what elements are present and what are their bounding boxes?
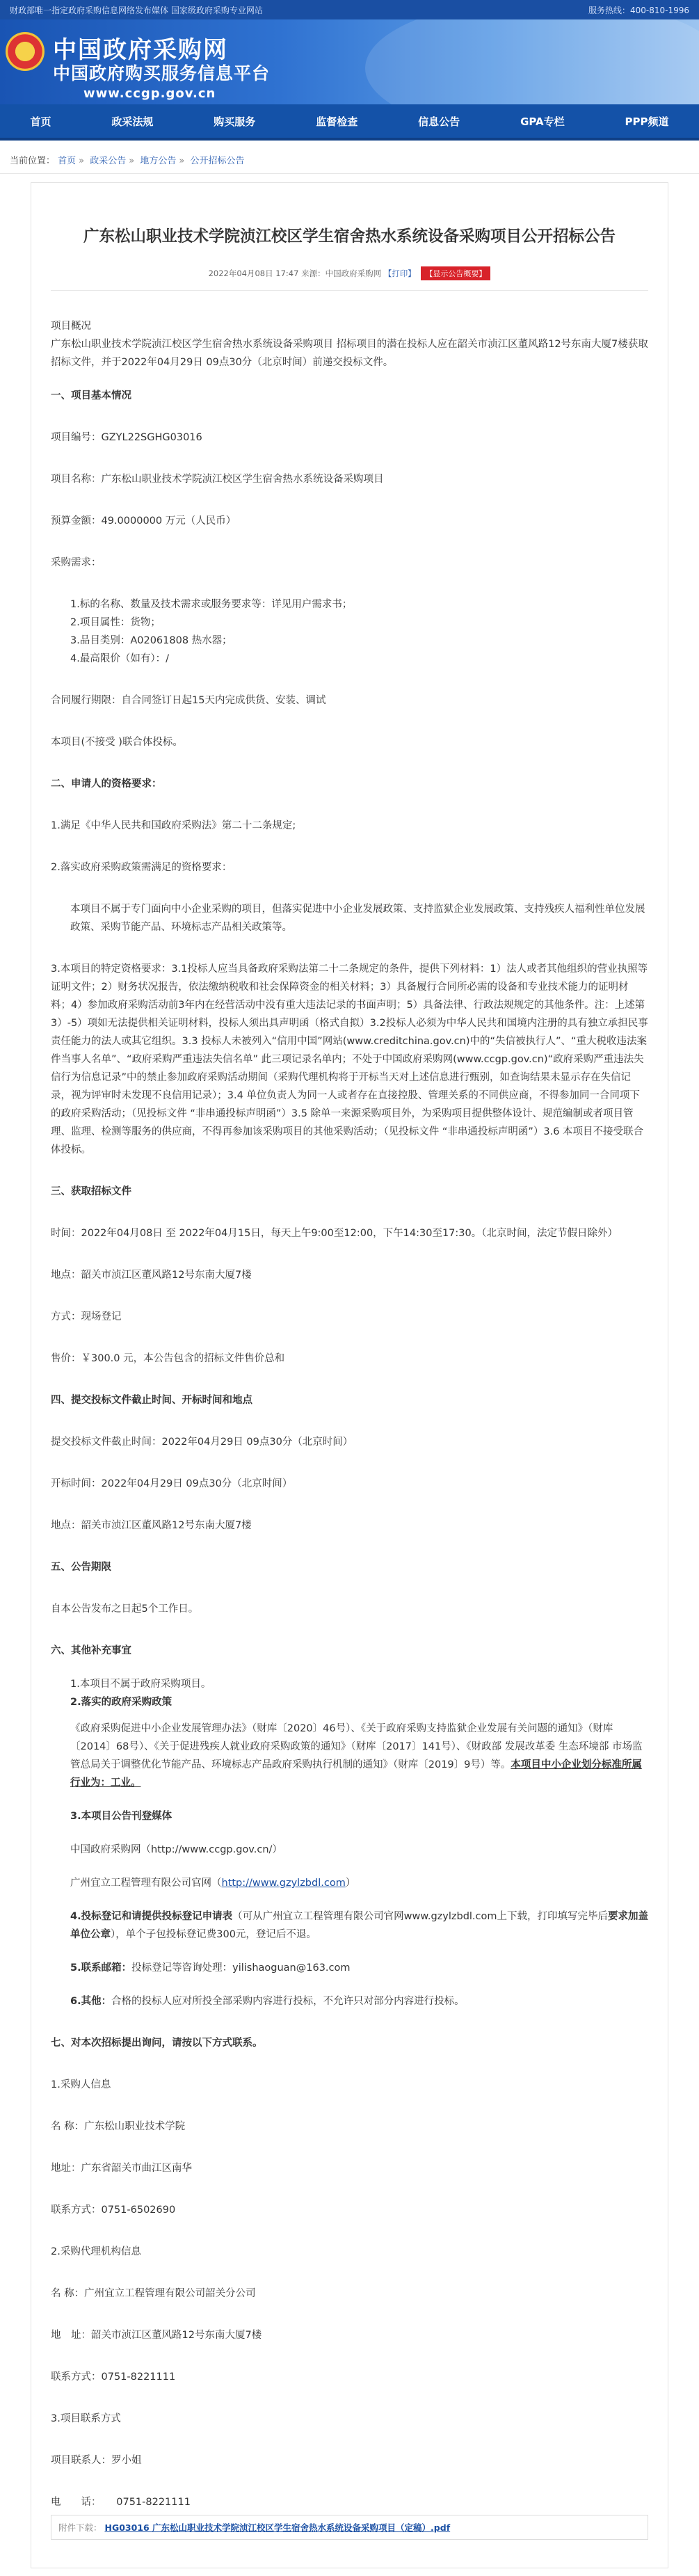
media-gzyl [51,1874,648,1892]
requirements-title: 采购需求： [51,557,102,568]
service-hotline: 服务热线：400-810-1996 [588,5,689,15]
requirement-3: 3.品目类别：A02061808 热水器； [70,635,232,646]
project-contact-phone: 电 话： 0751-8221111 [51,2497,191,2508]
document-price: 售价：￥300.0 元，本公告包含的招标文件售价总和 [51,1353,285,1364]
site-banner [0,19,699,104]
attachment-box [51,2515,648,2540]
registration-fee: ），单个子包投标登记费300元，登记后不退。 [111,1929,316,1940]
nav-announcements[interactable]: 信息公告 [418,115,460,128]
site-title[interactable]: 中国政府采购网 [53,36,228,64]
attachment-label: 附件下载： [58,2522,102,2533]
requirement-2: 2.项目属性：货物； [70,617,161,628]
nav-gpa[interactable]: GPA专栏 [520,115,565,128]
other-2-title: 2.落实的政府采购政策 [70,1697,172,1708]
consortium-note: 本项目(不接受 )联合体投标。 [51,737,183,748]
publish-date: 2022年04月08日 17:47 [208,269,299,278]
opening-place: 地点：韶关市浈江区董风路12号东南大厦7楼 [51,1520,252,1531]
purchaser-name: 名 称：广东松山职业技术学院 [51,2121,186,2132]
banner-decoration [365,19,699,104]
article-body [51,291,648,2511]
print-button[interactable]: 【打印】 [383,269,416,278]
other-6-label: 6.其他： [70,1996,112,2007]
media-gzyl-suffix: ） [345,1878,356,1889]
overview-title: 项目概况 [51,321,91,332]
opening-time: 开标时间：2022年04月29日 09点30分（北京时间） [51,1478,293,1489]
top-bar [0,0,699,19]
industry-classification: 本项目中小企业划分标准所属行业为：工业。 [70,1759,642,1789]
purchaser-address: 地址：广东省韶关市曲江区南华 [51,2163,192,2174]
national-emblem-icon [6,32,45,71]
gzyl-website-link[interactable]: http://www.gzylzbdl.com [221,1878,346,1889]
project-number: 项目编号：GZYL22SGHG03016 [51,432,202,443]
registration-seal-note: 要求加盖单位公章 [70,1911,649,1940]
agency-name: 名 称：广州宜立工程管理有限公司韶关分公司 [51,2288,256,2299]
email-label: 5.联系邮箱： [70,1962,132,1974]
registration-title: 4.投标登记和请提供投标登记申请表 [70,1911,233,1922]
requirement-1: 1.标的名称、数量及技术需求或服务要求等：详见用户需求书； [70,599,353,610]
policy-text: 《政府采购促进中小企业发展管理办法》（财库〔2020〕46号）、《关于政府采购支持监狱企业发展有关问题的通知》（财库〔2014〕68号）、《关于促进残疾人就业政府采购政策的通知》（财库〔2017〕141号）、《财政部 发展改革委 生态环境部 市场监管总局关于调整优化节能产品、环境标志产品政府采购执行机制的通知》（财库〔2019〕9号）等。 [70,1723,643,1770]
other-6 [51,1992,648,2010]
breadcrumb-announcements[interactable]: 政采公告 [90,156,127,166]
top-bar-slogan: 财政部唯一指定政府采购信息网络发布媒体 国家级政府采购专业网站 [10,5,263,15]
other-3-title: 3.本项目公告刊登媒体 [70,1811,172,1822]
article-source: 来源：中国政府采购网 [301,269,382,278]
article-container [31,182,668,2568]
breadcrumb-home[interactable]: 首页 [58,156,77,166]
other-6-text: 合格的投标人应对所投全部采购内容进行投标，不允许只对部分内容进行投标。 [111,1996,465,2007]
main-nav [0,104,699,141]
contact-email: 投标登记等咨询处理：yilishaoguan@163.com [131,1962,351,1974]
section-4-title: 四、提交投标文件截止时间、开标时间和地点 [51,1395,252,1406]
summary-toggle-button[interactable]: 【显示公告概要】 [421,266,490,280]
breadcrumb-label: 当前位置： [10,156,56,166]
article-title: 广东松山职业技术学院浈江校区学生宿舍热水系统设备采购项目公开招标公告 [83,227,616,246]
nav-regulations[interactable]: 政采法规 [111,115,154,128]
other-2-text [51,1720,648,1792]
requirement-4: 4.最高限价（如有）：/ [70,653,169,664]
qualification-2-text: 本项目不属于专门面向中小企业采购的项目，但落实促进中小企业发展政策、支持监狱企业发展政策、支持残疾人福利性单位发展政策、采购节能产品、环境标志产品相关政策等。 [70,904,645,933]
nav-supervision[interactable]: 监督检查 [316,115,358,128]
registration-text: （可从广州宜立工程管理有限公司官网www.gzylzbdl.com上下载，打印填写完毕后 [232,1911,609,1922]
qualification-2: 2.落实政府采购政策需满足的资格要求： [51,862,232,873]
breadcrumb-tender[interactable]: 公开招标公告 [190,156,245,166]
obtain-time: 时间：2022年04月08日 至 2022年04月15日，每天上午9:00至12:00，下午14:30至17:30。（北京时间，法定节假日除外） [51,1228,618,1239]
media-gzyl-prefix: 广州宜立工程管理有限公司官网（ [70,1878,222,1889]
nav-services[interactable]: 购买服务 [214,115,256,128]
section-1-title: 一、项目基本情况 [51,390,131,401]
purchaser-phone: 联系方式：0751-6502690 [51,2205,176,2216]
announcement-period: 自本公告发布之日起5个工作日。 [51,1603,199,1615]
other-5 [51,1959,648,1977]
project-contact-title: 3.项目联系方式 [51,2413,121,2424]
other-1: 1.本项目不属于政府采购项目。 [70,1679,211,1690]
attachment-download-link[interactable]: HG03016 广东松山职业技术学院浈江校区学生宿舍热水系统设备采购项目（定稿）.pdf [104,2522,451,2533]
agency-phone: 联系方式：0751-8221111 [51,2371,176,2383]
submission-deadline: 提交投标文件截止时间：2022年04月29日 09点30分（北京时间） [51,1437,353,1448]
budget-amount: 预算金额：49.0000000 万元（人民币） [51,515,236,527]
other-4 [51,1907,648,1944]
obtain-way: 方式：现场登记 [51,1311,122,1322]
article-meta [51,266,648,291]
project-contact-person: 项目联系人：罗小姐 [51,2455,142,2466]
contract-period: 合同履行期限：自合同签订日起15天内完成供货、安装、调试 [51,695,326,706]
nav-home[interactable]: 首页 [30,115,51,128]
project-name: 项目名称：广东松山职业技术学院浈江校区学生宿舍热水系统设备采购项目 [51,474,384,485]
section-2-title: 二、申请人的资格要求： [51,778,162,790]
breadcrumb: 当前位置： 首页 » 政采公告 » 地方公告 » 公开招标公告 [0,141,699,174]
section-5-title: 五、公告期限 [51,1562,111,1573]
breadcrumb-local[interactable]: 地方公告 [140,156,177,166]
qualification-1: 1.满足《中华人民共和国政府采购法》第二十二条规定; [51,820,296,831]
site-url: www.ccgp.gov.cn [83,86,216,101]
agency-info-title: 2.采购代理机构信息 [51,2246,141,2257]
agency-address: 地 址：韶关市浈江区董风路12号东南大厦7楼 [51,2330,262,2341]
media-ccgp: 中国政府采购网（http://www.ccgp.gov.cn/） [70,1844,282,1855]
qualification-3-text: 3.本项目的特定资格要求：3.1投标人应当具备政府采购法第二十二条规定的条件，提供下列材料：1）法人或者其他组织的营业执照等证明文件；2）财务状况报告，依法缴纳税收和社会保障资金的相关材料；3）具备履行合同所必需的设备和专业技术能力的证明材料；4）参加政府采购活动前3年内在经营活动中没有重大违法记录的书面声明；5）具备法律、行政法规规定的其他条件。注：上述第3）-5）项如无法提供相关证明材料，投标人须出具声明函（格式自拟）3.2投标人必须为中华人民共和国境内注册的具有独立承担民事责任能力的法人或其它组织。3.3 投标人未被列入“信用中国”网站(www.creditchina.gov.cn)中的“失信被执行人”、“重大税收违法案件当事人名单”、“政府采购严重违法失信名单” 此三项记录名单内；不处于中国政府采购网(www.ccgp.gov.cn)“政府采购严重违法失信行为信息记录”中的禁止参加政府采购活动期间（采购代理机构将于开标当天对上述信息进行甄别，如查询结果未显示存在失信记录，视为评审时未发现不良信用记录）；3.4 单位负责人为同一人或者存在直接控股、管理关系的不同供应商，不得参加同一合同项下的政府采购活动；（见投标文件 “非串通投标声明函”）3.5 除单一来源采购项目外，为采购项目提供整体设计、规范编制或者项目管理、监理、检测等服务的供应商，不得再参加该采购项目的其他采购活动；（见投标文件 “非串通投标声明函”）3.6 本项目不接受联合体投标。 [51,963,648,1155]
obtain-place: 地点：韶关市浈江区董风路12号东南大厦7楼 [51,1270,252,1281]
site-subtitle: 中国政府购买服务信息平台 [53,63,271,83]
section-7-title: 七、对本次招标提出询问，请按以下方式联系。 [51,2038,263,2049]
section-6-title: 六、其他补充事宜 [51,1645,131,1656]
section-3-title: 三、获取招标文件 [51,1186,131,1197]
nav-ppp[interactable]: PPP频道 [625,115,669,128]
overview-text: 广东松山职业技术学院浈江校区学生宿舍热水系统设备采购项目 招标项目的潜在投标人应在韶关市浈江区董风路12号东南大厦7楼获取招标文件，并于2022年04月29日 09点30分（北京时间）前递交投标文件。 [51,339,648,368]
purchaser-info-title: 1.采购人信息 [51,2079,111,2090]
